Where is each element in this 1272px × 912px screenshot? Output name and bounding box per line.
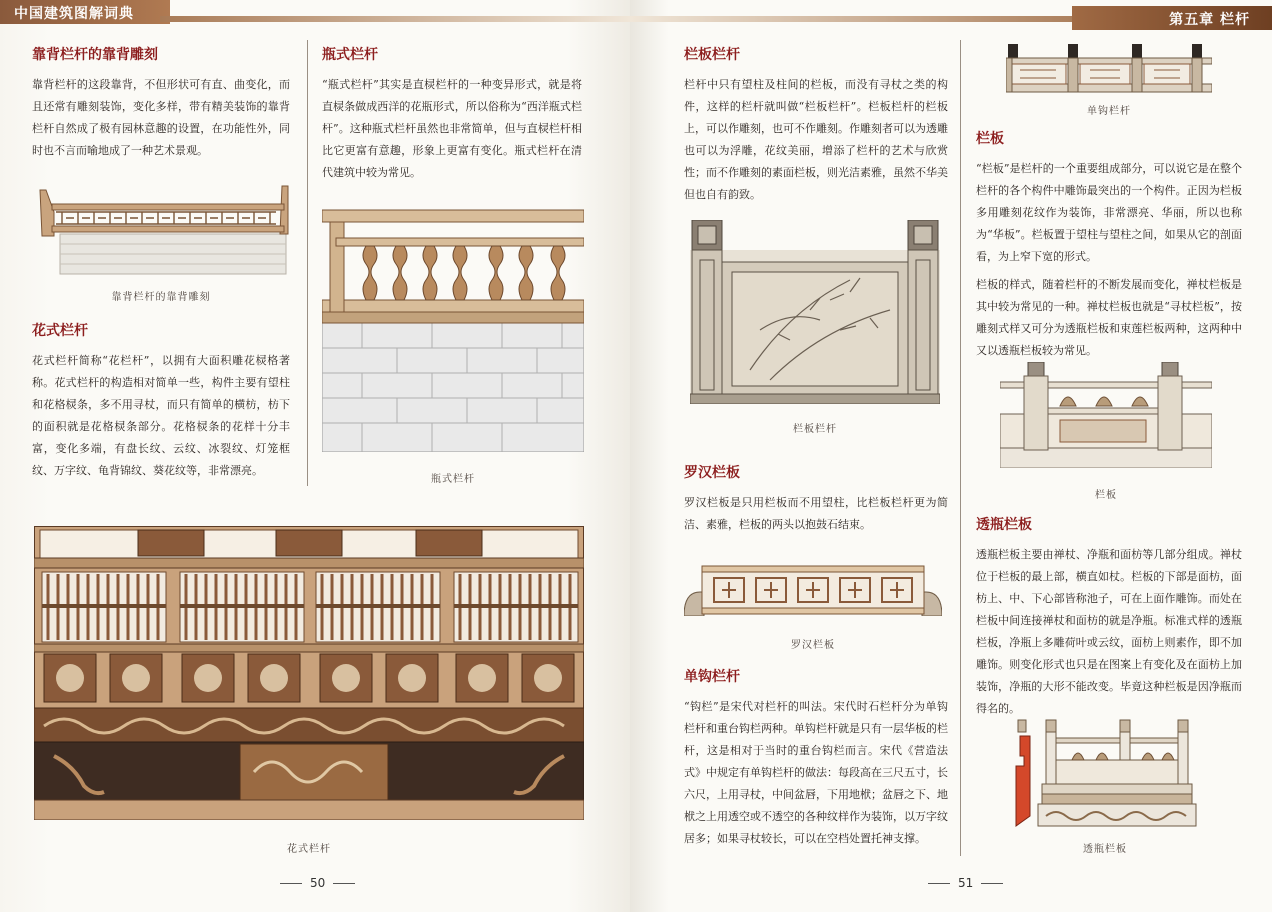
section-title-panel-railing: 栏板栏杆 xyxy=(684,47,740,63)
right-column-1 xyxy=(684,44,948,206)
right-column-1c xyxy=(684,666,948,850)
luohan-panel-illustration xyxy=(684,564,942,616)
caption-vase-railing: 瓶式栏杆 xyxy=(431,474,475,485)
book-title: 中国建筑图解词典 xyxy=(14,6,134,22)
column-divider-right xyxy=(960,40,961,856)
section-body-backrest-carving: 靠背栏杆的这段靠背，不但形状可有直、曲变化，而且还常有雕刻装饰，变化多样，带有精美装饰的靠背栏杆自然成了极有园林意趣的设置，在功能性外，同时也不言而喻地成了一种艺术景观。 xyxy=(32,78,290,157)
right-column-1b xyxy=(684,462,948,536)
caption-backrest-carving: 靠背栏杆的靠背雕刻 xyxy=(111,292,211,303)
section-body-single-hook-railing: “钩栏”是宋代对栏杆的叫法。宋代时石栏杆分为单钩栏杆和重台钩栏两种。单钩栏杆就是只有一层华板的栏杆，这是相对于当时的重台钩栏而言。宋代《营造法式》中规定有单钩栏杆的做法：每段高在三尺五寸，长六尺，上用寻杖，中间盆唇，下用地栿；盆唇之下、地栿之上用透空或不透空的各种纹样作为装饰，以万字纹居多；如果寻杖较长，可以在空档处置托神支撑。 xyxy=(684,700,948,845)
section-title-balustrade: 栏板 xyxy=(976,131,1004,147)
section-title-backrest-carving: 靠背栏杆的靠背雕刻 xyxy=(32,47,158,63)
section-body-vase-railing: “瓶式栏杆”其实是直棂栏杆的一种变异形式，就是将直棂条做成西洋的花瓶形式，所以俗称为“西洋瓶式栏杆”。这种瓶式栏杆虽然也非常简单，但与直棂栏杆相比它更富有意趣，形象上更富有变化。瓶式栏杆在清代建筑中较为常见。 xyxy=(322,78,582,179)
right-column-2 xyxy=(976,128,1242,362)
backrest-railing-illustration xyxy=(32,184,290,276)
section-title-flower-railing: 花式栏杆 xyxy=(32,323,88,339)
chapter-title: 第五章 栏杆 xyxy=(1169,12,1250,28)
column-divider xyxy=(307,40,308,486)
caption-panel-railing: 栏板栏杆 xyxy=(793,424,837,435)
left-page xyxy=(0,0,630,912)
section-title-vase-balustrade: 透瓶栏板 xyxy=(976,517,1032,533)
caption-luohan-panel: 罗汉栏板 xyxy=(791,640,835,651)
section-body-vase-balustrade: 透瓶栏板主要由禅杖、净瓶和面枋等几部分组成。禅杖位于栏板的最上部，横直如杖。栏板的下部是面枋，面枋上、中、下心部皆称池子，可在上面作雕饰。而处在栏板中间连接禅杖和面枋的就是净瓶。标准式样的透瓶栏板，净瓶上多雕荷叶或云纹，面枋上则素作，即不加雕饰。则变化形式也只是在图案上有变化及在面枋上加装饰，净瓶的大形不能改变。毕竟这种栏板是因净瓶而得名的。 xyxy=(976,548,1242,715)
caption-single-hook-railing: 单钩栏杆 xyxy=(1087,106,1131,117)
section-body-luohan-panel: 罗汉栏板是只用栏板而不用望柱，比栏板栏杆更为简洁、素雅，栏板的两头以抱鼓石结束。 xyxy=(684,496,948,531)
panel-railing-illustration xyxy=(690,220,940,404)
section-body-flower-railing: 花式栏杆简称“花栏杆”，以拥有大面积雕花棂格著称。花式栏杆的构造相对简单一些，构件主要有望柱和花格棂条，多不用寻杖，而只有简单的横枋，枋下的面积就是花格棂条部分。花格棂条的花样十分丰富，变化多端，有盘长纹、云纹、冰裂纹、灯笼框纹、万字纹、龟背锦纹、葵花纹等，非常漂亮。 xyxy=(32,354,290,477)
vase-balustrade-illustration xyxy=(1012,716,1198,830)
caption-vase-balustrade: 透瓶栏板 xyxy=(1083,844,1127,855)
flower-railing-illustration xyxy=(34,526,584,820)
page-number-left: 50 xyxy=(272,876,363,890)
section-body-balustrade-2: 栏板的样式，随着栏杆的不断发展而变化，禅杖栏板是其中较为常见的一种。禅杖栏板也就是“寻杖栏板”，按雕刻式样又可分为透瓶栏板和束莲栏板两种，这两种中又以透瓶栏板较为常见。 xyxy=(976,278,1242,357)
right-page xyxy=(630,0,1272,912)
left-column-1b xyxy=(32,320,290,482)
section-title-luohan-panel: 罗汉栏板 xyxy=(684,465,740,481)
left-column-1 xyxy=(32,44,290,162)
left-header xyxy=(0,0,630,28)
section-title-single-hook-railing: 单钩栏杆 xyxy=(684,669,740,685)
balustrade-illustration xyxy=(1000,362,1212,468)
left-column-2 xyxy=(322,44,582,184)
caption-balustrade: 栏板 xyxy=(1095,490,1117,501)
caption-flower-railing: 花式栏杆 xyxy=(287,844,331,855)
right-header xyxy=(630,0,1272,28)
right-column-2b xyxy=(976,514,1242,720)
section-body-panel-railing: 栏杆中只有望柱及柱间的栏板，而没有寻杖之类的构件，这样的栏杆就叫做“栏板栏杆”。栏板栏杆的栏板上，可以作雕刻，也可不作雕刻。作雕刻者可以为透雕也可以为浮雕，花纹美丽，增添了栏杆的艺术与欣赏性；而不作雕刻的素面栏板，则光洁素雅，虽然不华美但也自有韵致。 xyxy=(684,78,948,201)
section-title-vase-railing: 瓶式栏杆 xyxy=(322,47,378,63)
single-hook-railing-illustration xyxy=(1006,42,1212,94)
vase-railing-illustration xyxy=(322,208,584,452)
page-number-right: 51 xyxy=(920,876,1011,890)
section-body-balustrade: “栏板”是栏杆的一个重要组成部分，可以说它是在整个栏杆的各个构件中雕饰最突出的一个构件。正因为栏板多用雕刻花纹作为装饰，非常漂亮、华丽，所以也称为“华板”。栏板置于望柱与望柱之间，如果从它的剖面看，为上窄下宽的形式。 xyxy=(976,162,1242,263)
